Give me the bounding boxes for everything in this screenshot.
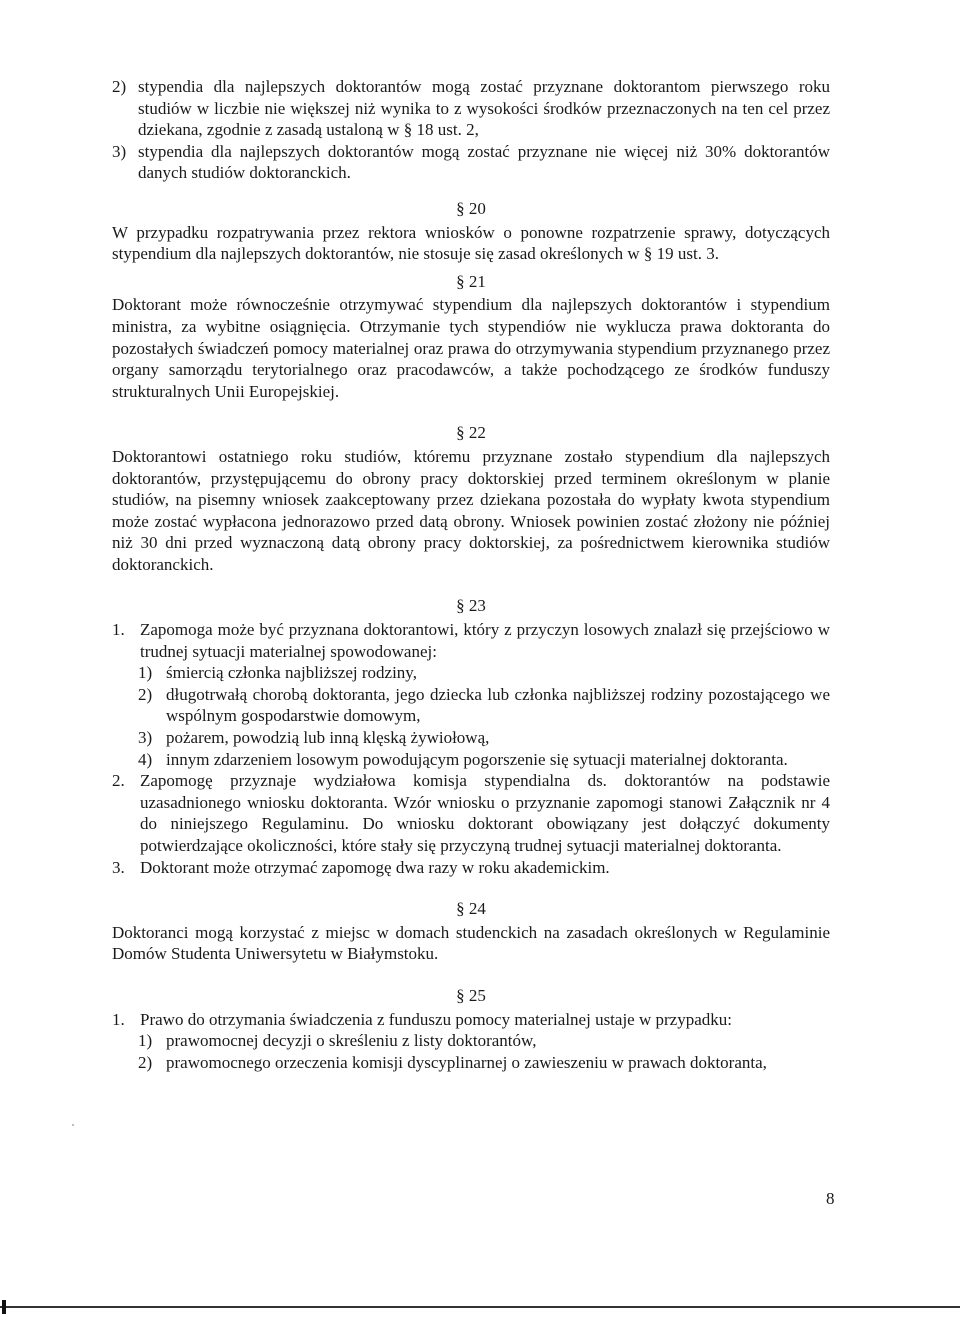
list-number: 2) (138, 684, 153, 704)
list-item (112, 76, 830, 141)
section-24-text: Doktoranci mogą korzystać z miejsc w domach studenckich na zasadach określonych w Regulaminie Domów Studenta Uniwersytetu w Białymstoku. (112, 922, 830, 964)
page-content (112, 76, 830, 1073)
list-number: 1. (112, 1009, 125, 1029)
page-number: 8 (826, 1189, 835, 1208)
list-text: pożarem, powodzią lub inną klęską żywiołową, (166, 728, 490, 748)
list-text: innym zdarzeniem losowym powodującym pogorszenie się sytuacji materialnej doktoranta. (166, 749, 788, 769)
section-heading-24: § 24 (456, 899, 486, 919)
list-number: 1) (138, 663, 153, 683)
scan-artifact (72, 1124, 74, 1126)
scan-edge-line (0, 1306, 960, 1308)
list-item (112, 619, 830, 662)
list-number: 1) (138, 1031, 153, 1051)
list-item (112, 1009, 830, 1031)
sub-list-item (112, 727, 830, 749)
section-22-text: Doktorantowi ostatniego roku studiów, któremu przyznane zostało stypendium dla najlepszych doktorantów, przystępującemu do obrony pracy doktorskiej przed terminem określonym w planie studiów, na pisemny wniosek zaakceptowany przez dziekana pozostała do wypłaty kwota stypendium może zostać wypłacona jednorazowo przed datą obrony. Wniosek powinien zostać złożony nie później niż 30 dni przed wyznaczoną datą obrony pracy doktorskiej, za pośrednictwem kierownika studiów doktoranckich. (112, 446, 830, 574)
list-number: 1. (112, 620, 125, 640)
list-number: 4) (138, 749, 153, 769)
list-text: Doktorant może otrzymać zapomogę dwa razy w roku akademickim. (140, 857, 610, 877)
list-text: Prawo do otrzymania świadczenia z funduszu pomocy materialnej ustaje w przypadku: (140, 1009, 732, 1029)
section-heading-20: § 20 (456, 198, 486, 218)
section-21-text: Doktorant może równocześnie otrzymywać stypendium dla najlepszych doktorantów i stypendium ministra, za wybitne osiągnięcia. Otrzymanie tych stypendiów nie wyklucza prawa doktoranta do pozostałych świadczeń pomocy materialnej oraz prawa do otrzymywania stypendium przyznanego przez organy samorządu terytorialnego oraz pracodawców, a także pochodzącego ze środków funduszy strukturalnych Unii Europejskiej. (112, 295, 830, 401)
sub-list-item (112, 749, 830, 771)
section-heading-21: § 21 (456, 271, 486, 291)
list-number: 3) (112, 141, 127, 161)
list-text: śmiercią członka najbliższej rodziny, (166, 663, 417, 683)
list-number: 2) (138, 1052, 153, 1072)
list-item (112, 770, 830, 856)
sub-list-item (112, 662, 830, 684)
sub-list-item (112, 684, 830, 727)
list-number: 3. (112, 857, 125, 877)
list-text: Zapomogę przyznaje wydziałowa komisja stypendialna ds. doktorantów na podstawie uzasadnionego wniosku doktoranta. Wzór wniosku o przyznanie zapomogi stanowi Załącznik nr 4 do niniejszego Regulaminu. Do wniosku doktorant obowiązany jest dołączyć dokumenty potwierdzające okoliczności, które stały się przyczyną trudnej sytuacji materialnej doktoranta. (140, 771, 830, 855)
list-text: stypendia dla najlepszych doktorantów mogą zostać przyznane nie więcej niż 30% doktorantów danych studiów doktoranckich. (138, 141, 830, 183)
section-20-text: W przypadku rozpatrywania przez rektora wniosków o ponowne rozpatrzenie sprawy, dotyczących stypendium dla najlepszych doktorantów, nie stosuje się zasad określonych w § 19 ust. 3. (112, 222, 830, 264)
list-text: stypendia dla najlepszych doktorantów mogą zostać przyznane doktorantom pierwszego roku studiów w liczbie nie większej niż wynika to z wysokości środków przeznaczonych na ten cel przez dziekana, zgodnie z zasadą ustaloną w § 18 ust. 2, (138, 77, 830, 140)
section-heading-22: § 22 (456, 423, 486, 443)
list-text: Zapomoga może być przyznana doktorantowi, który z przyczyn losowych znalazł się przejściowo w trudnej sytuacji materialnej spowodowanej: (140, 620, 830, 661)
list-text: prawomocnej decyzji o skreśleniu z listy doktorantów, (166, 1031, 537, 1051)
scan-edge-mark (2, 1300, 6, 1314)
sub-list-item (112, 1052, 830, 1074)
section-heading-23: § 23 (456, 596, 486, 616)
list-item (112, 141, 830, 184)
list-text: prawomocnego orzeczenia komisji dyscyplinarnej o zawieszeniu w prawach doktoranta, (166, 1052, 767, 1072)
list-number: 2. (112, 771, 125, 791)
list-item (112, 857, 830, 879)
list-number: 3) (138, 728, 153, 748)
sub-list-item (112, 1030, 830, 1052)
list-text: długotrwałą chorobą doktoranta, jego dziecka lub członka najbliższej rodziny pozostającego we wspólnym gospodarstwie domowym, (166, 684, 830, 726)
section-heading-25: § 25 (456, 985, 486, 1005)
list-number: 2) (112, 77, 127, 96)
